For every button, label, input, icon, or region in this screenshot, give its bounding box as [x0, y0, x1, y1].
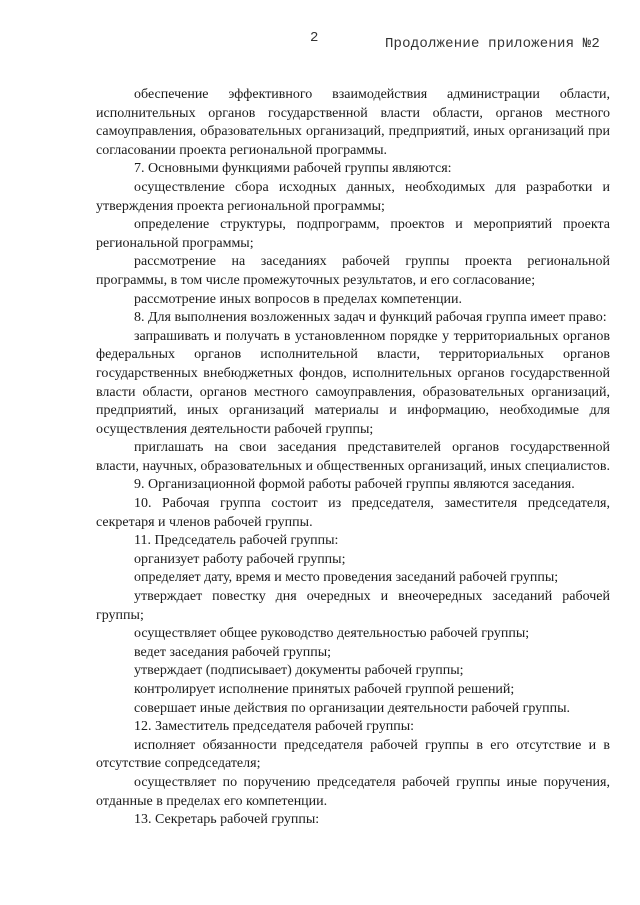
paragraph: организует работу рабочей группы;: [134, 551, 346, 567]
paragraph: 7. Основными функциями рабочей группы являются:: [134, 161, 452, 177]
paragraph: определяет дату, время и место проведения заседаний рабочей группы;: [134, 570, 559, 586]
document-body: [96, 86, 610, 830]
paragraph: утверждает повестку дня очередных и внеочередных заседаний рабочей группы;: [96, 589, 610, 623]
paragraph: рассмотрение иных вопросов в пределах компетенции.: [134, 291, 462, 307]
paragraph: совершает иные действия по организации деятельности рабочей группы.: [134, 700, 571, 716]
paragraph: 12. Заместитель председателя рабочей группы:: [134, 719, 415, 735]
paragraph: приглашать на свои заседания представителей органов государственной власти, научных, образовательных и общественных организаций, иных специалистов.: [96, 440, 611, 474]
appendix-label: Продолжение приложения №2: [384, 36, 600, 52]
page-number: 2: [310, 30, 319, 46]
paragraph: 13. Секретарь рабочей группы:: [134, 812, 320, 828]
paragraph: обеспечение эффективного взаимодействия администрации области, исполнительных органов государственной власти области, органов местного самоуправления, образовательных организаций, предприятий, иных организаций при согласовании проекта региональной программы.: [96, 87, 610, 158]
paragraph: утверждает (подписывает) документы рабочей группы;: [134, 663, 464, 679]
paragraph: контролирует исполнение принятых рабочей группой решений;: [134, 682, 515, 697]
paragraph: запрашивать и получать в установленном порядке у территориальных органов федеральных органов исполнительной власти, территориальных органов государственных внебюджетных фондов, исполнительных органов государственной власти области, органов местного самоуправления, образовательных организаций, предприятий, иных организаций материалы и информацию, необходимые для осуществления деятельности рабочей группы;: [96, 328, 610, 437]
paragraph: 10. Рабочая группа состоит из председателя, заместителя председателя, секретаря и членов рабочей группы.: [96, 496, 610, 530]
paragraph: определение структуры, подпрограмм, проектов и мероприятий проекта региональной программы;: [96, 217, 610, 251]
paragraph: 9. Организационной формой работы рабочей группы являются заседания.: [134, 477, 575, 493]
paragraph: осуществляет общее руководство деятельностью рабочей группы;: [134, 626, 530, 642]
paragraph: 11. Председатель рабочей группы:: [134, 533, 339, 549]
paragraph: ведет заседания рабочей группы;: [134, 644, 331, 660]
paragraph: осуществляет по поручению председателя рабочей группы иные поручения, отданные в пределах его компетенции.: [96, 774, 610, 809]
paragraph: 8. Для выполнения возложенных задач и функций рабочая группа имеет право:: [134, 310, 607, 326]
paragraph: осуществление сбора исходных данных, необходимых для разработки и утверждения проекта региональной программы;: [96, 179, 610, 214]
paragraph: исполняет обязанности председателя рабочей группы в его отсутствие и в отсутствие сопредседателя;: [96, 737, 610, 772]
paragraph: рассмотрение на заседаниях рабочей группы проекта региональной программы, в том числе промежуточных результатов, и его согласование;: [96, 254, 610, 288]
